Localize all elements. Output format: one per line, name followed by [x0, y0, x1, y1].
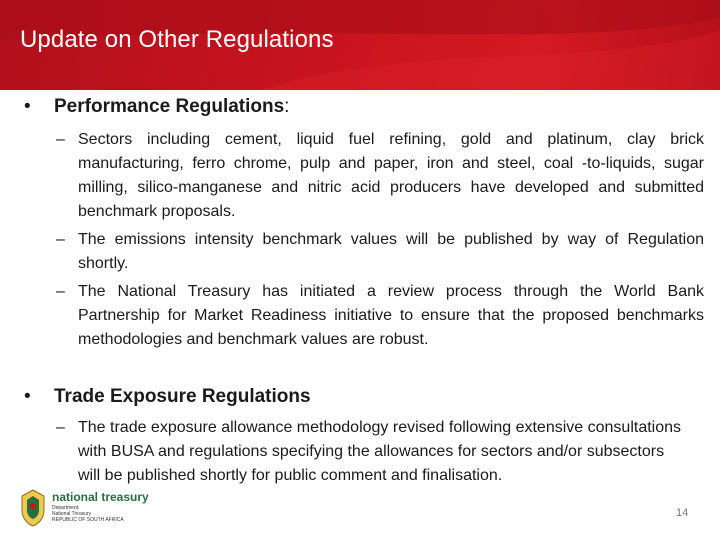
- bullet-heading-suffix: :: [284, 96, 290, 117]
- subpoint-emissions-benchmark: [56, 228, 704, 276]
- subpoint-text: The National Treasury has initiated a review process through the World Bank Partnership for Market Readiness initiative to ensure that the proposed benchmarks methodologies and benchmark values are robust.: [78, 283, 704, 348]
- dash-marker: –: [56, 283, 65, 300]
- dash-marker: –: [56, 419, 65, 436]
- bullet-marker: •: [24, 386, 31, 407]
- bullet-heading: Performance Regulations: [54, 96, 285, 117]
- bullet-marker: •: [24, 96, 31, 117]
- bullet-heading: Trade Exposure Regulations: [54, 386, 311, 407]
- subpoint-text: Sectors including cement, liquid fuel refining, gold and platinum, clay brick manufacturing, ferro chrome, pulp and paper, iron and steel, coal -to-liquids, sugar milling, silico-manganese and nitric acid producers have developed and submitted benchmark proposals.: [78, 131, 704, 220]
- subpoint-sectors: [56, 128, 704, 224]
- subpoint-text: The emissions intensity benchmark values will be published by way of Regulation shortly.: [78, 231, 704, 272]
- brand-name: national treasury: [52, 490, 149, 504]
- dash-marker: –: [56, 131, 65, 148]
- dash-marker: –: [56, 231, 65, 248]
- slide-title: Update on Other Regulations: [20, 26, 334, 53]
- subpoint-trade-exposure-allowance: [56, 416, 690, 488]
- title-bar: [0, 0, 720, 90]
- page-number: 14: [676, 507, 689, 519]
- subpoint-text: The trade exposure allowance methodology revised following extensive consultations with BUSA and regulations specifying the allowances for sectors and/or subsectors will be published shortly for public comment and finalisation.: [78, 419, 682, 484]
- brand-subtitle: Department: National Treasury REPUBLIC OF SOUTH AFRICA: [52, 505, 124, 523]
- national-treasury-logo: [18, 488, 158, 532]
- coat-of-arms-icon: [18, 488, 48, 528]
- subpoint-national-treasury-review: [56, 280, 704, 352]
